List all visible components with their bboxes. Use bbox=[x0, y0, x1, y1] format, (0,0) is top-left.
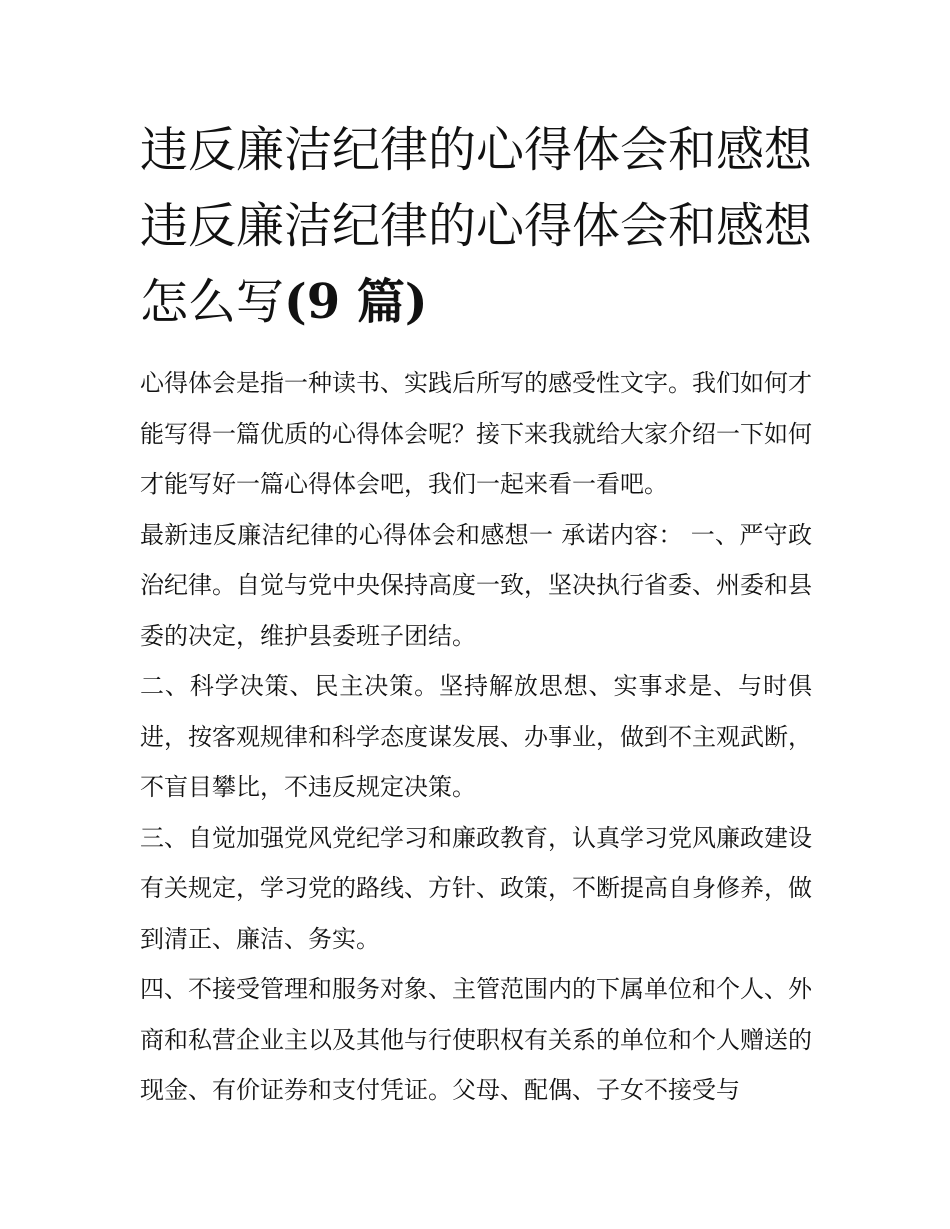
document-title bbox=[140, 112, 812, 340]
paragraph-commitment-1: 最新违反廉洁纪律的心得体会和感想一 承诺内容： 一、严守政治纪律。自觉与党中央保持高度一致，坚决执行省委、州委和县委的决定，维护县委班子团结。 bbox=[140, 520, 812, 650]
paragraph-commitment-4: 四、不接受管理和服务对象、主管范围内的下属单位和个人、外商和私营企业主以及其他与行使职权有关系的单位和个人赠送的现金、有价证券和支付凭证。父母、配偶、子女不接受与 bbox=[140, 975, 812, 1104]
paragraph-commitment-2: 二、科学决策、民主决策。坚持解放思想、实事求是、与时俱进，按客观规律和科学态度谋发展、办事业，做到不主观武断，不盲目攀比，不违反规定决策。 bbox=[140, 672, 812, 801]
paragraph-intro: 心得体会是指一种读书、实践后所写的感受性文字。我们如何才能写得一篇优质的心得体会呢？接下来我就给大家介绍一下如何才能写好一篇心得体会吧，我们一起来看一看吧。 bbox=[140, 369, 812, 498]
document-body bbox=[140, 358, 812, 1116]
title-suffix: (9 篇) bbox=[284, 274, 428, 330]
title-main-text: 违反廉洁纪律的心得体会和感想 违反廉洁纪律的心得体会和感想怎么写 bbox=[140, 122, 813, 330]
document-page bbox=[140, 112, 812, 1116]
paragraph-commitment-3: 三、自觉加强党风党纪学习和廉政教育，认真学习党风廉政建设有关规定，学习党的路线、方针、政策，不断提高自身修养，做到清正、廉洁、务实。 bbox=[140, 823, 812, 953]
